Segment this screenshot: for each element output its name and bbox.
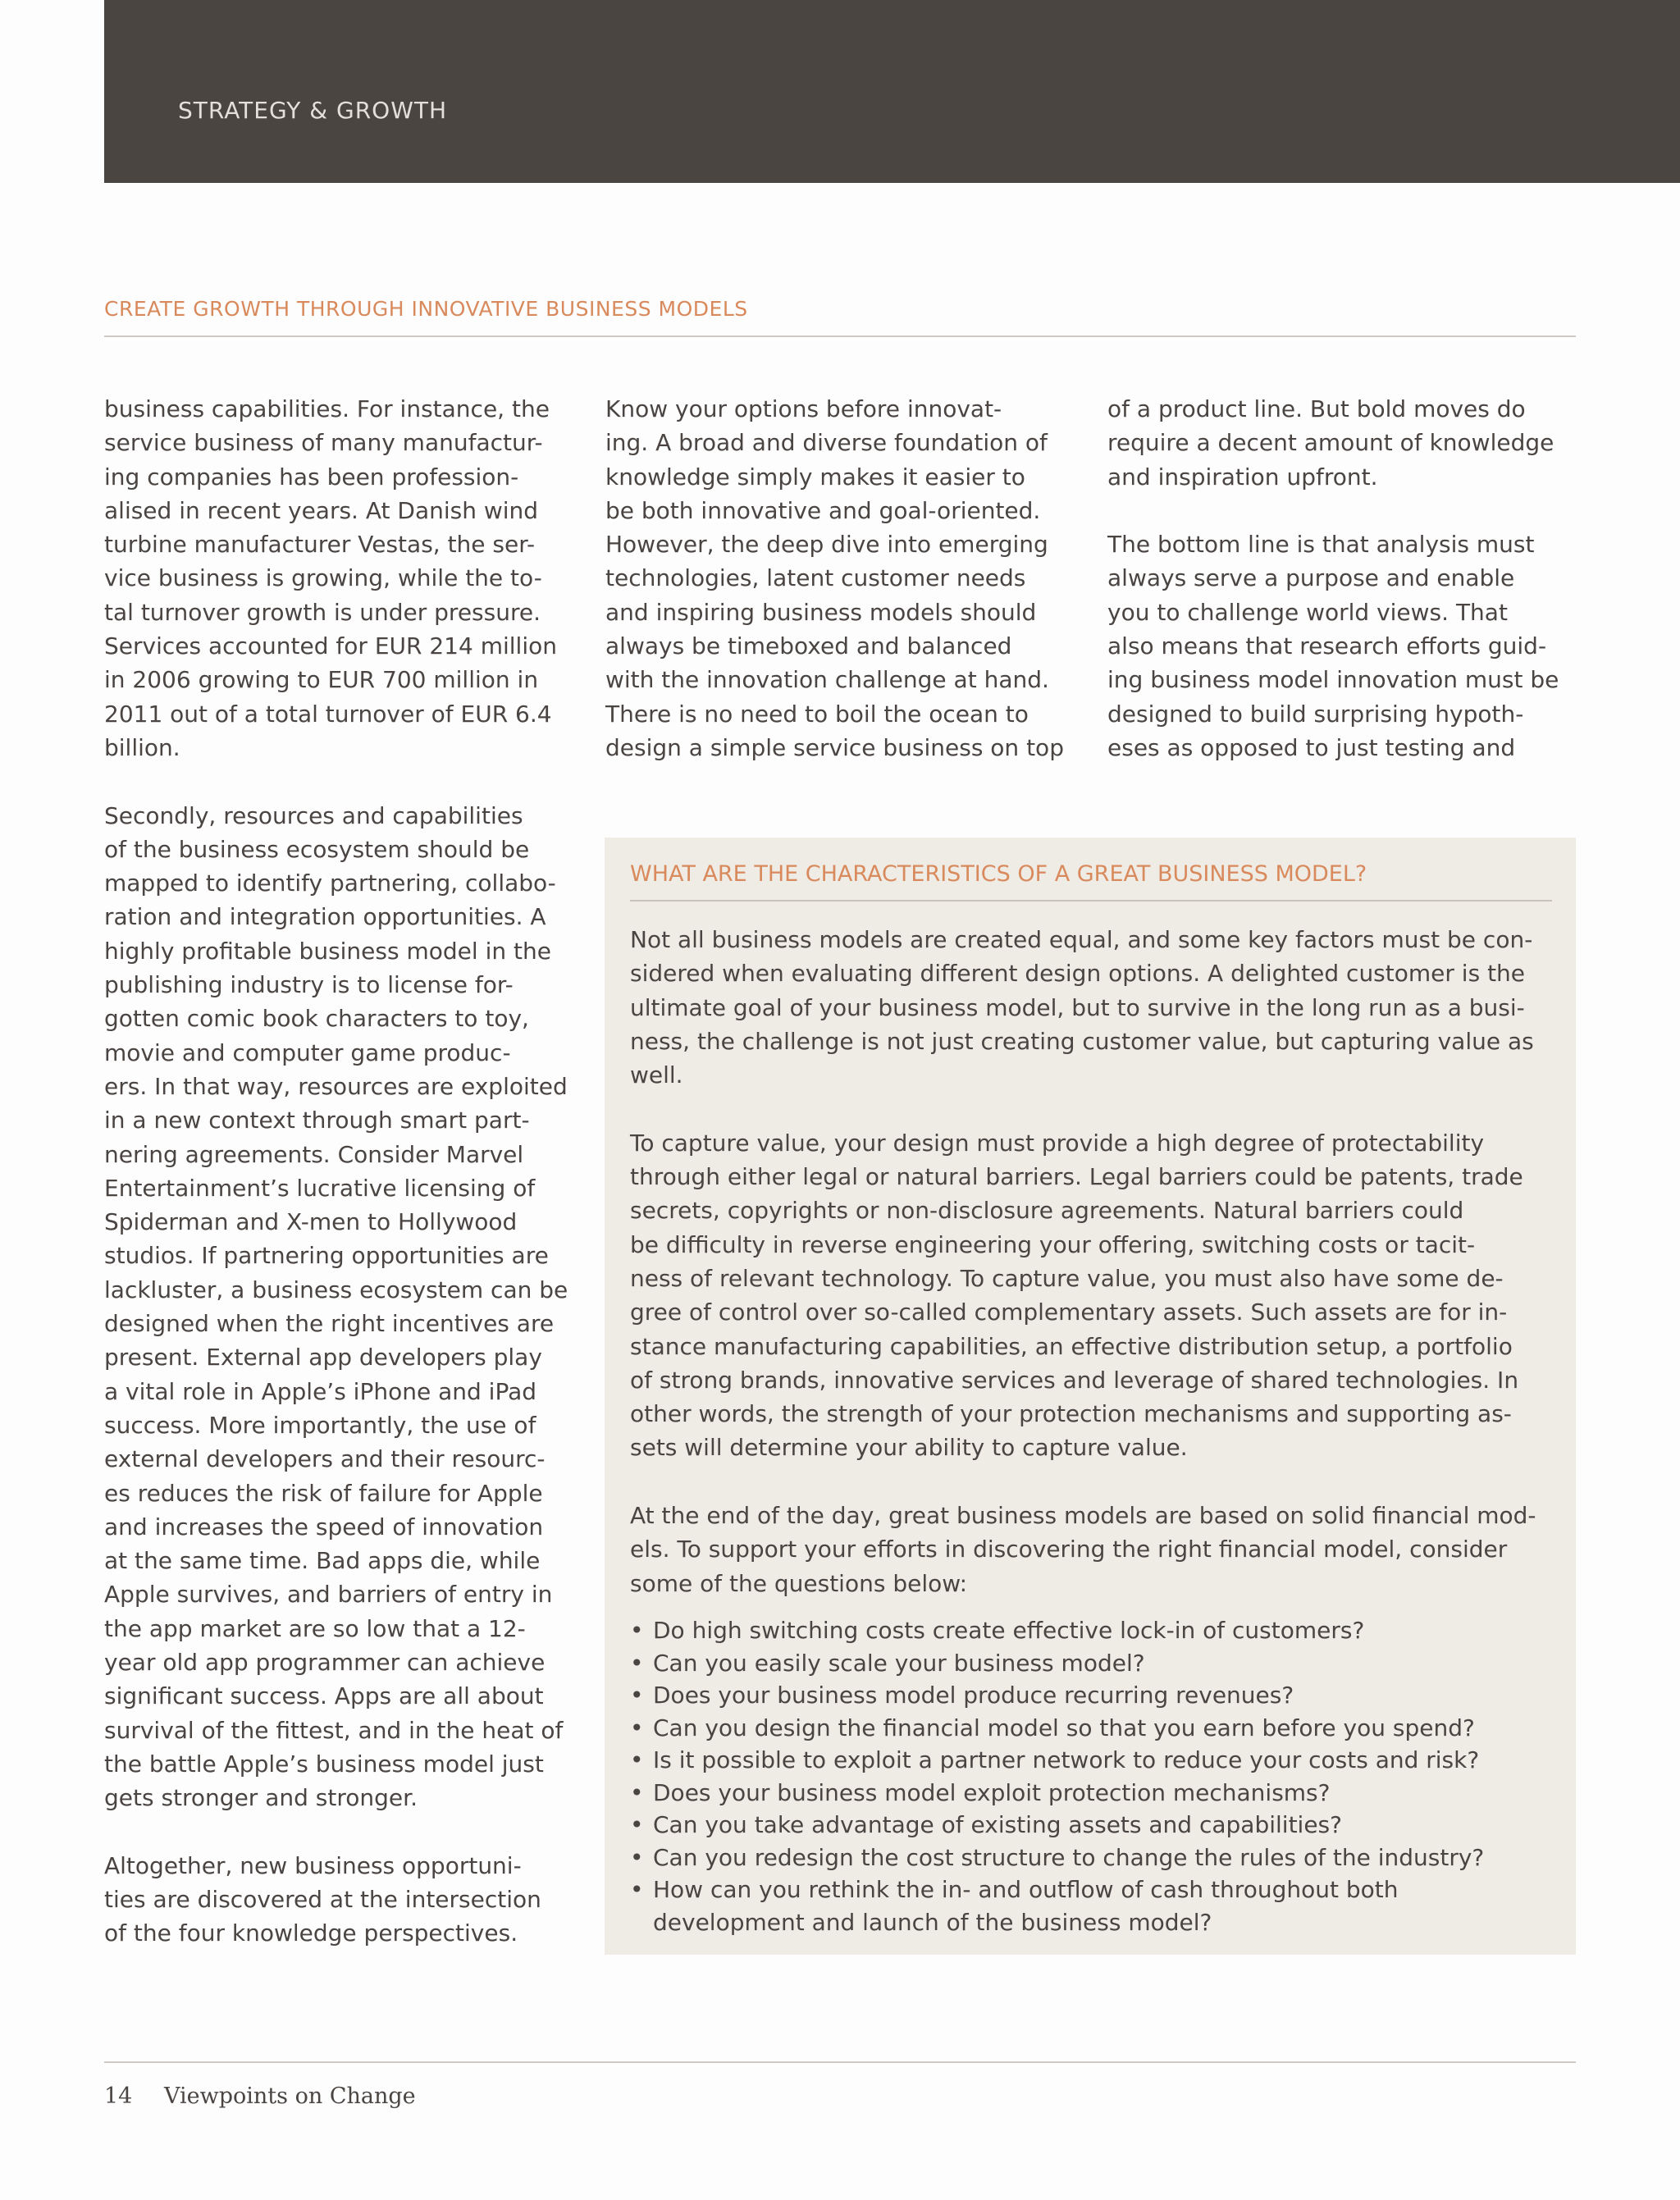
text-line: highly profitable business model in the	[104, 937, 551, 965]
question-item	[630, 1647, 1484, 1680]
question-item	[630, 1712, 1484, 1745]
footer-rule	[104, 2061, 1576, 2063]
question-list	[630, 1614, 1484, 1938]
col1-paragraph-2	[104, 799, 568, 1815]
text-line: tal turnover growth is under pressure.	[104, 598, 541, 626]
col3-paragraph-2	[1107, 527, 1559, 765]
sidebar-paragraph-2	[630, 1126, 1536, 1465]
bullet-icon: •	[630, 1682, 644, 1709]
column-3	[1107, 392, 1559, 765]
text-line: els. To support your efforts in discovering the right financial model, consider	[630, 1536, 1508, 1563]
text-line: ultimate goal of your business model, but to survive in the long run as a busi-	[630, 993, 1525, 1021]
text-line: with the innovation challenge at hand.	[605, 666, 1049, 694]
text-line: However, the deep dive into emerging	[605, 531, 1048, 559]
text-line: a vital role in Apple’s iPhone and iPad	[104, 1377, 537, 1405]
text-line: service business of many manufactur-	[104, 429, 543, 457]
bullet-icon: •	[630, 1778, 644, 1806]
text-line: success. More importantly, the use of	[104, 1411, 536, 1439]
text-line: ers. In that way, resources are exploited	[104, 1072, 568, 1100]
text-line: eses as opposed to just testing and	[1107, 733, 1516, 761]
text-line: of strong brands, innovative services and leverage of shared technologies. In	[630, 1366, 1519, 1394]
question-item	[630, 1744, 1484, 1777]
sidebar-title: WHAT ARE THE CHARACTERISTICS OF A GREAT BUSINESS MODEL?	[630, 861, 1367, 887]
sidebar-body	[630, 923, 1536, 1600]
text-line: and inspiration upfront.	[1107, 463, 1378, 491]
text-line: in 2006 growing to EUR 700 million in	[104, 666, 539, 694]
text-line: well.	[630, 1061, 683, 1089]
text-line: present. External app developers play	[104, 1344, 542, 1372]
page-heading: CREATE GROWTH THROUGH INNOVATIVE BUSINESS MODELS	[104, 297, 748, 321]
text-line: other words, the strength of your protection mechanisms and supporting as-	[630, 1400, 1512, 1428]
text-line: designed when the right incentives are	[104, 1310, 555, 1338]
text-line: Altogether, new business opportuni-	[104, 1851, 522, 1879]
text-line: gotten comic book characters to toy,	[104, 1005, 529, 1033]
text-line: designed to build surprising hypoth-	[1107, 700, 1524, 728]
question-text: Can you easily scale your business model?	[653, 1649, 1145, 1677]
text-line: at the same time. Bad apps die, while	[104, 1547, 541, 1575]
text-line: Entertainment’s lucrative licensing of	[104, 1174, 536, 1202]
text-line: Services accounted for EUR 214 million	[104, 632, 557, 660]
question-text: Does your business model produce recurring revenues?	[653, 1682, 1294, 1709]
text-line: To capture value, your design must provide a high degree of protectability	[630, 1129, 1485, 1157]
text-line: The bottom line is that analysis must	[1107, 531, 1535, 559]
question-text: Can you design the financial model so that you earn before you spend?	[653, 1714, 1475, 1741]
question-item	[630, 1842, 1484, 1874]
text-line: Know your options before innovat-	[605, 395, 1002, 422]
page-number: 14	[104, 2084, 133, 2109]
text-line: stance manufacturing capabilities, an effective distribution setup, a portfolio	[630, 1332, 1513, 1360]
text-line: survival of the fittest, and in the heat of	[104, 1716, 564, 1744]
text-line: mapped to identify partnering, collabo-	[104, 870, 556, 897]
text-line: billion.	[104, 733, 180, 761]
text-line: Spiderman and X-men to Hollywood	[104, 1208, 518, 1236]
question-item	[630, 1809, 1484, 1842]
text-line: ties are discovered at the intersection	[104, 1886, 541, 1914]
bullet-icon: •	[630, 1843, 644, 1871]
text-line: and inspiring business models should	[605, 598, 1037, 626]
text-line: require a decent amount of knowledge	[1107, 429, 1554, 457]
col2-paragraph-1	[605, 392, 1064, 765]
text-line: year old app programmer can achieve	[104, 1648, 546, 1676]
text-line: ing. A broad and diverse foundation of	[605, 429, 1048, 457]
text-line: ness, the challenge is not just creating customer value, but capturing value as	[630, 1027, 1534, 1055]
header-band	[104, 0, 1680, 183]
text-line: Not all business models are created equal, and some key factors must be con-	[630, 926, 1533, 953]
col3-paragraph-1	[1107, 392, 1559, 494]
text-line: some of the questions below:	[630, 1569, 968, 1597]
question-text: Can you redesign the cost structure to change the rules of the industry?	[653, 1843, 1485, 1871]
question-item	[630, 1874, 1484, 1938]
question-item	[630, 1679, 1484, 1712]
text-line: gets stronger and stronger.	[104, 1784, 418, 1812]
text-line: ing business model innovation must be	[1107, 666, 1559, 694]
text-line: ing companies has been profession-	[104, 463, 519, 491]
text-line: es reduces the risk of failure for Apple	[104, 1479, 543, 1507]
bullet-icon: •	[630, 1617, 644, 1644]
text-line: technologies, latent customer needs	[605, 564, 1026, 592]
text-line: significant success. Apps are all about	[104, 1682, 544, 1710]
sidebar-paragraph-3	[630, 1499, 1536, 1600]
text-line: and increases the speed of innovation	[104, 1513, 544, 1540]
text-line: the battle Apple’s business model just	[104, 1750, 544, 1778]
text-line: vice business is growing, while the to-	[104, 564, 542, 592]
text-line: be both innovative and goal-oriented.	[605, 496, 1041, 524]
question-item	[630, 1777, 1484, 1810]
bullet-icon: •	[630, 1714, 644, 1741]
text-line: studios. If partnering opportunities are	[104, 1242, 549, 1270]
text-line: movie and computer game produc-	[104, 1038, 511, 1066]
text-line: knowledge simply makes it easier to	[605, 463, 1025, 491]
question-text: development and launch of the business model?	[653, 1908, 1212, 1936]
sidebar-rule	[630, 900, 1552, 901]
question-item	[630, 1614, 1484, 1647]
heading-rule	[104, 335, 1576, 337]
text-line: turbine manufacturer Vestas, the ser-	[104, 531, 536, 559]
text-line: alised in recent years. At Danish wind	[104, 496, 539, 524]
text-line: always be timeboxed and balanced	[605, 632, 1012, 660]
publication-title: Viewpoints on Change	[164, 2084, 416, 2109]
col1-paragraph-3	[104, 1849, 568, 1951]
bullet-icon: •	[630, 1649, 644, 1677]
bullet-icon: •	[630, 1746, 644, 1773]
text-line: be difficulty in reverse engineering your offering, switching costs or tacit-	[630, 1230, 1476, 1258]
text-line: publishing industry is to license for-	[104, 971, 514, 999]
text-line: external developers and their resourc-	[104, 1445, 546, 1473]
text-line: the app market are so low that a 12-	[104, 1614, 526, 1642]
text-line: 2011 out of a total turnover of EUR 6.4	[104, 700, 552, 728]
question-text: Can you take advantage of existing assets and capabilities?	[653, 1811, 1342, 1838]
text-line: of a product line. But bold moves do	[1107, 395, 1526, 422]
question-text: How can you rethink the in- and outflow of cash throughout both	[653, 1876, 1399, 1903]
text-line: secrets, copyrights or non-disclosure agreements. Natural barriers could	[630, 1197, 1464, 1225]
text-line: nering agreements. Consider Marvel	[104, 1140, 524, 1168]
text-line: also means that research efforts guid-	[1107, 632, 1547, 660]
text-line: At the end of the day, great business models are based on solid financial mod-	[630, 1502, 1536, 1530]
text-line: in a new context through smart part-	[104, 1107, 530, 1134]
text-line: you to challenge world views. That	[1107, 598, 1508, 626]
section-label: STRATEGY & GROWTH	[178, 97, 448, 124]
column-2	[605, 392, 1064, 765]
text-line: always serve a purpose and enable	[1107, 564, 1515, 592]
text-line: sets will determine your ability to capture value.	[630, 1434, 1188, 1462]
text-line: gree of control over so-called complementary assets. Such assets are for in-	[630, 1299, 1508, 1326]
text-line: lackluster, a business ecosystem can be	[104, 1276, 568, 1303]
text-line: ration and integration opportunities. A	[104, 903, 546, 931]
text-line: ness of relevant technology. To capture value, you must also have some de-	[630, 1264, 1504, 1292]
text-line: business capabilities. For instance, the	[104, 395, 550, 422]
column-1	[104, 392, 568, 1951]
text-line: There is no need to boil the ocean to	[605, 700, 1029, 728]
text-line: Secondly, resources and capabilities	[104, 801, 523, 829]
question-text: Does your business model exploit protection mechanisms?	[653, 1778, 1331, 1806]
text-line: of the business ecosystem should be	[104, 835, 530, 863]
text-line: through either legal or natural barriers. Legal barriers could be patents, trade	[630, 1163, 1523, 1191]
text-line: design a simple service business on top	[605, 733, 1064, 761]
question-text: Do high switching costs create effective lock-in of customers?	[653, 1617, 1365, 1644]
question-text: Is it possible to exploit a partner network to reduce your costs and risk?	[653, 1746, 1480, 1773]
bullet-icon: •	[630, 1811, 644, 1838]
text-line: Apple survives, and barriers of entry in	[104, 1581, 553, 1609]
bullet-icon: •	[630, 1876, 644, 1903]
text-line: of the four knowledge perspectives.	[104, 1919, 518, 1947]
col1-paragraph-1	[104, 392, 568, 765]
text-line: sidered when evaluating different design options. A delighted customer is the	[630, 960, 1526, 988]
sidebar-paragraph-1	[630, 923, 1536, 1092]
